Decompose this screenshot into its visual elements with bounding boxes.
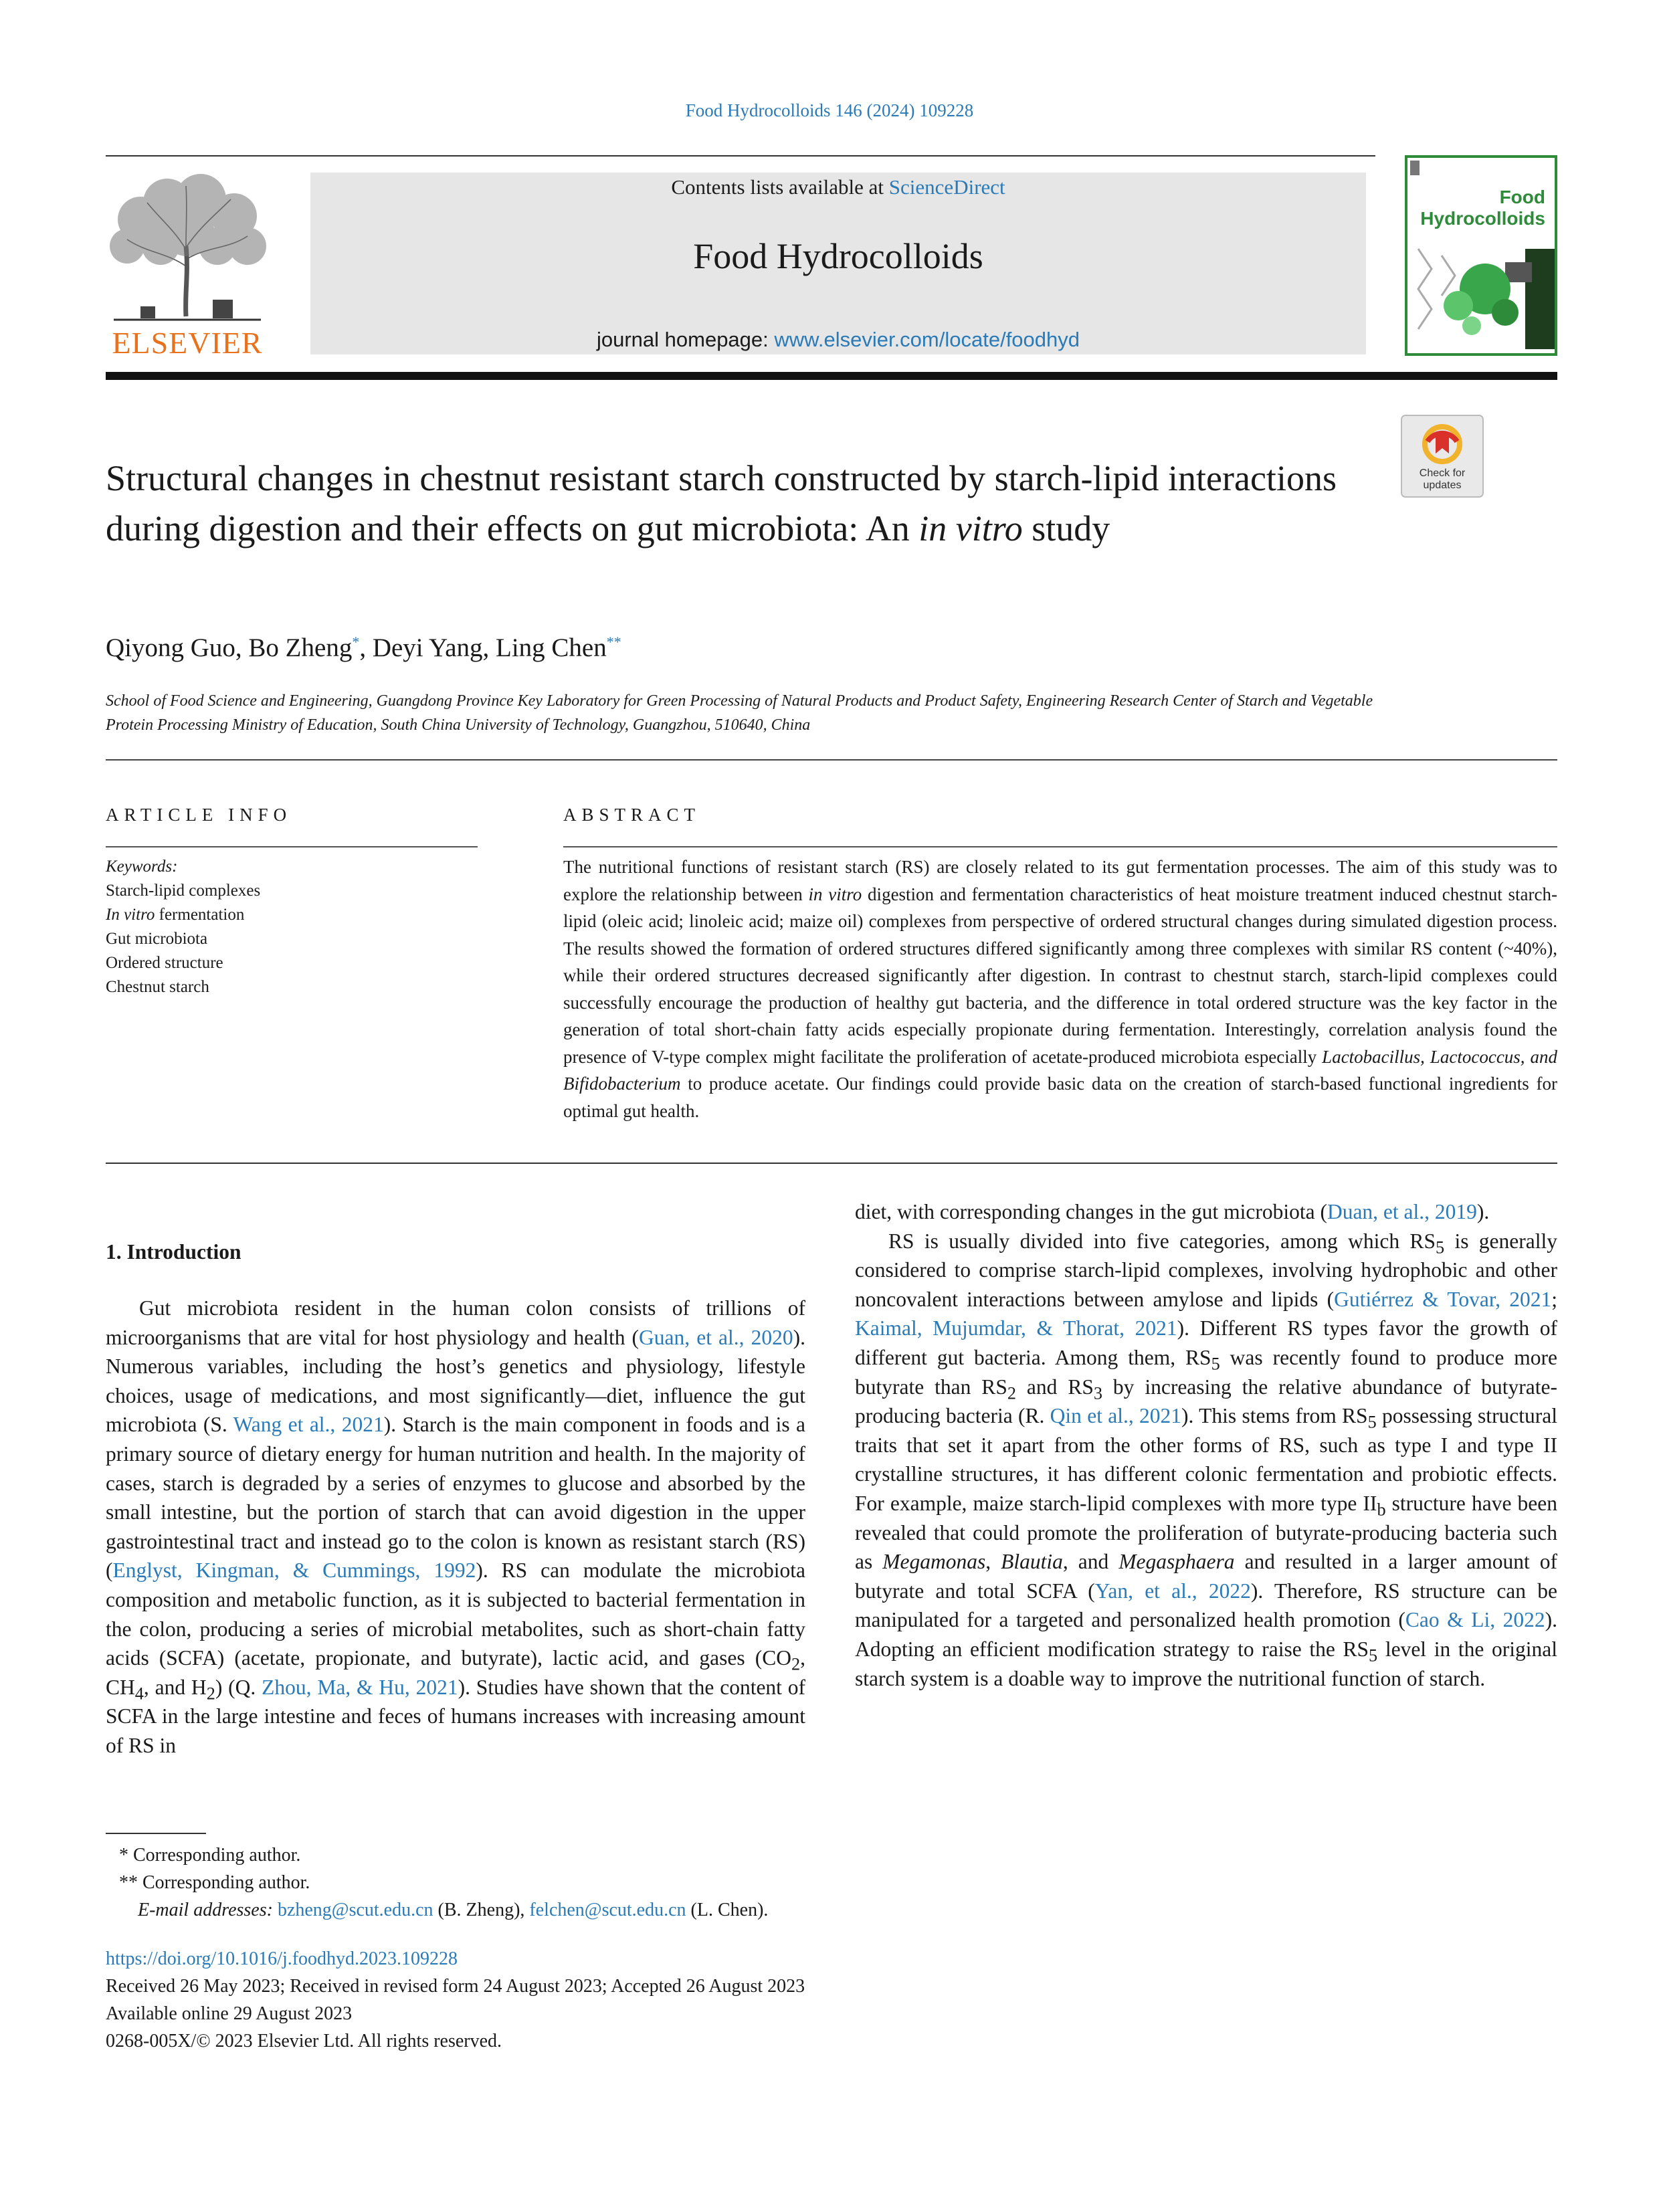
citation-link[interactable]: Englyst, Kingman, & Cummings, 1992 <box>112 1559 476 1583</box>
footnote-rule <box>106 1833 206 1834</box>
text: , and <box>1062 1550 1119 1574</box>
abstract-text <box>563 853 1557 1124</box>
cover-title-line2: Hydrocolloids <box>1420 208 1545 229</box>
italic-text: Megamonas <box>882 1550 986 1574</box>
keywords-block <box>106 855 260 999</box>
keyword: Gut microbiota <box>106 930 208 948</box>
author-guo: Qiyong Guo, <box>106 633 249 662</box>
journal-cover-thumbnail[interactable] <box>1405 155 1557 356</box>
homepage-prefix: journal homepage: <box>596 328 775 351</box>
body-column-left <box>106 1294 805 1761</box>
footnotes <box>106 1841 768 1924</box>
text: level in the original starch system is a doable way to improve the nutritional function of starch. <box>855 1637 1557 1690</box>
keyword: Ordered structure <box>106 954 223 972</box>
subscript: 3 <box>1093 1383 1102 1403</box>
title-italic: in vitro <box>918 508 1023 548</box>
citation-link[interactable]: Yan, et al., 2022 <box>1094 1579 1251 1603</box>
text: ; <box>1551 1287 1557 1311</box>
available-online: Available online 29 August 2023 <box>106 2003 353 2024</box>
text: is generally considered to comprise starch-lipid complexes, involving hydrophobic and other noncovalent interactions between amylose and lipids ( <box>855 1229 1557 1311</box>
paragraph <box>855 1197 1557 1227</box>
paragraph <box>855 1227 1557 1694</box>
footnote-emails <box>106 1896 768 1924</box>
text: ). This stems from RS <box>1181 1404 1368 1428</box>
subscript: 2 <box>206 1684 215 1704</box>
subscript: b <box>1377 1500 1386 1520</box>
keyword <box>106 903 260 927</box>
title-main: Structural changes in chestnut resistant starch constructed by starch-lipid interactions during digestion and their effects on gut microbiota: An <box>106 458 1337 548</box>
title-end: study <box>1022 508 1110 548</box>
subscript: 5 <box>1369 1645 1378 1666</box>
header-top-rule <box>106 155 1375 157</box>
citation-link[interactable]: Wang et al., 2021 <box>233 1413 384 1437</box>
text: ). Numerous variables, including the host’s genetics and physiology, lifestyle choices, usage of medications, and most significantly—diet, influence the gut microbiota (S. <box>106 1325 805 1437</box>
header-thick-rule <box>106 372 1557 380</box>
text: ). <box>1476 1200 1490 1223</box>
body-column-right <box>855 1197 1557 1693</box>
cover-title-line1: Food <box>1499 187 1545 207</box>
publication-info <box>106 1945 805 2055</box>
article-info-heading: ARTICLE INFO <box>106 805 292 825</box>
email-name: (L. Chen). <box>686 1900 769 1920</box>
received-dates: Received 26 May 2023; Received in revised form 24 August 2023; Accepted 26 August 2023 <box>106 1976 805 1997</box>
text: structure have been revealed that could promote the proliferation of butyrate-producing bacteria such as <box>855 1491 1557 1574</box>
text: , <box>985 1550 1001 1574</box>
author-list <box>106 633 621 663</box>
journal-title: Food Hydrocolloids <box>693 236 983 276</box>
italic-text: Blautia <box>1001 1550 1063 1574</box>
affiliation-rule <box>106 759 1557 761</box>
italic-text: Megasphaera <box>1118 1550 1235 1574</box>
abstract-rule <box>563 846 1557 847</box>
elsevier-wordmark: ELSEVIER <box>112 326 263 360</box>
citation-link[interactable]: Duan, et al., 2019 <box>1327 1200 1477 1223</box>
citation-link[interactable]: Gutiérrez & Tovar, 2021 <box>1334 1287 1552 1311</box>
keyword: Chestnut starch <box>106 978 209 996</box>
author-zheng-mark[interactable]: * <box>352 633 360 650</box>
journal-reference[interactable] <box>0 100 1659 121</box>
crossmark-text-line2: updates <box>1423 480 1462 491</box>
text: Gut microbiota resident in the human colon consists of trillions of microorganisms that are vital for host physiology and health ( <box>106 1296 805 1349</box>
abstract-part: to produce acetate. Our findings could provide basic data on the creation of starch-based functional ingredients for optimal gut health. <box>563 1074 1557 1121</box>
doi-link[interactable]: https://doi.org/10.1016/j.foodhyd.2023.109228 <box>106 1948 458 1969</box>
text: , and H <box>143 1675 207 1699</box>
homepage-line <box>310 328 1366 352</box>
abstract-part: The nutritional functions of resistant starch (RS) are closely related to its gut fermentation processes. The aim of this study was to explore the relationship between <box>563 857 1557 904</box>
keywords-label: Keywords: <box>106 858 178 876</box>
affiliation: School of Food Science and Engineering, Guangdong Province Key Laboratory for Green Processing of Natural Products and Product Safety, Engineering Research Center of Starch and Vegetable Protein Processing Ministry of Education, South China University of Technology, Guangzhou, 510640, China <box>106 692 1373 734</box>
abstract-end-rule <box>106 1163 1557 1164</box>
crossmark-text-line1: Check for <box>1419 468 1466 479</box>
text: and RS <box>1015 1375 1094 1399</box>
email-label: E-mail addresses: <box>138 1900 273 1920</box>
article-info-rule <box>106 846 478 847</box>
keyword-italic: In vitro <box>106 906 155 924</box>
article-title <box>106 454 1377 554</box>
copyright: 0268-005X/© 2023 Elsevier Ltd. All rights reserved. <box>106 2031 502 2051</box>
email-link-chen[interactable]: felchen@scut.edu.cn <box>529 1900 686 1920</box>
contents-line <box>310 175 1366 199</box>
citation-link[interactable]: Kaimal, Mujumdar, & Thorat, 2021 <box>855 1316 1177 1340</box>
subscript: 5 <box>1211 1354 1220 1374</box>
subscript: 4 <box>134 1684 144 1704</box>
homepage-link[interactable]: www.elsevier.com/locate/foodhyd <box>774 328 1080 351</box>
text: ). Different RS types favor the growth of different gut bacteria. Among them, RS <box>855 1316 1557 1369</box>
text: ). Adopting an efficient modification strategy to raise the RS <box>855 1608 1557 1661</box>
author-chen: Ling Chen <box>496 633 607 662</box>
subscript: 5 <box>1435 1237 1445 1257</box>
text: and resulted in a larger amount of butyrate and total SCFA ( <box>855 1550 1557 1603</box>
text: ). Starch is the main component in foods and is a primary source of dietary energy for human nutrition and health. In the majority of cases, starch is degraded by a series of enzymes to glucose and absorbed by the small intestine, but the portion of starch that can avoid digestion in the upper gastrointestinal tract and instead go to the colon is known as resistant starch (RS) ( <box>106 1413 806 1583</box>
text: was recently found to produce more butyrate than RS <box>855 1345 1558 1399</box>
citation-link[interactable]: Cao & Li, 2022 <box>1405 1608 1545 1632</box>
footnote-corresponding-2: ** Corresponding author. <box>119 1872 310 1893</box>
text: RS is usually divided into five categories, among which RS <box>888 1229 1436 1253</box>
subscript: 2 <box>791 1654 801 1674</box>
abstract-italic: in vitro <box>808 884 862 904</box>
email-link-zheng[interactable]: bzheng@scut.edu.cn <box>277 1900 433 1920</box>
subscript: 5 <box>1367 1412 1377 1432</box>
author-zheng: Bo Zheng <box>248 633 353 662</box>
journal-reference-link[interactable]: Food Hydrocolloids 146 (2024) 109228 <box>685 100 974 120</box>
text: by increasing the relative abundance of butyrate-producing bacteria (R. <box>855 1375 1558 1428</box>
author-yang: , Deyi Yang, <box>359 633 496 662</box>
text: ). Studies have shown that the content of SCFA in the large intestine and feces of humans increases with increasing amount of RS in <box>106 1675 806 1757</box>
subscript: 2 <box>1007 1383 1016 1403</box>
keyword-rest: fermentation <box>155 906 245 924</box>
citation-link[interactable]: Zhou, Ma, & Hu, 2021 <box>262 1675 458 1699</box>
abstract-part: digestion and fermentation characteristics of heat moisture treatment induced chestnut starch-lipid (oleic acid; linoleic acid; maize oil) complexes from perspective of ordered structural changes during simulated digestion process. The results showed the formation of ordered structures differed significantly among three complexes with similar RS content (~40%), while their ordered structures decreased significantly after digestion. In contrast to chestnut starch, starch-lipid complexes could successfully encourage the production of healthy gut bacteria, and the difference in total ordered structure was the key factor in the generation of total short-chain fatty acids especially propionate during fermentation. Interestingly, correlation analysis found the presence of V-type complex might facilitate the proliferation of acetate-produced microbiota especially <box>563 884 1557 1067</box>
sciencedirect-link[interactable]: ScienceDirect <box>888 175 1005 199</box>
text: , CH <box>106 1646 805 1699</box>
text: ). RS can modulate the microbiota composition and metabolic function, as it is subjected to bacterial fermentation in the colon, producing a series of microbial metabolites, such as short-chain fatty acids (SCFA) (acetate, propionate, and butyrate), lactic acid, and gases (CO <box>106 1559 806 1670</box>
paragraph <box>106 1294 805 1761</box>
text: ) (Q. <box>215 1675 262 1699</box>
email-name: (B. Zheng), <box>433 1900 530 1920</box>
citation-link[interactable]: Guan, et al., 2020 <box>639 1325 793 1349</box>
check-for-updates-badge[interactable] <box>1401 415 1484 498</box>
text: possessing structural traits that set it apart from the other forms of RS, such as type I and type II crystalline structures, it has different colonic fermentation and probiotic effects. For example, maize starch-lipid complexes with more type II <box>855 1404 1558 1515</box>
abstract-italic: Lactobacillus, Lactococcus, and Bifidobacterium <box>563 1046 1557 1094</box>
text: diet, with corresponding changes in the gut microbiota ( <box>855 1200 1327 1223</box>
footnote-corresponding-1: * Corresponding author. <box>119 1845 301 1866</box>
keyword: Starch-lipid complexes <box>106 882 261 900</box>
citation-link[interactable]: Qin et al., 2021 <box>1050 1404 1182 1428</box>
author-chen-mark[interactable]: ** <box>606 633 621 650</box>
section-heading-introduction: 1. Introduction <box>106 1240 241 1264</box>
text: ). Therefore, RS structure can be manipulated for a targeted and personalized health promotion ( <box>855 1579 1557 1632</box>
contents-prefix: Contents lists available at <box>671 175 889 199</box>
abstract-heading: ABSTRACT <box>563 805 701 825</box>
